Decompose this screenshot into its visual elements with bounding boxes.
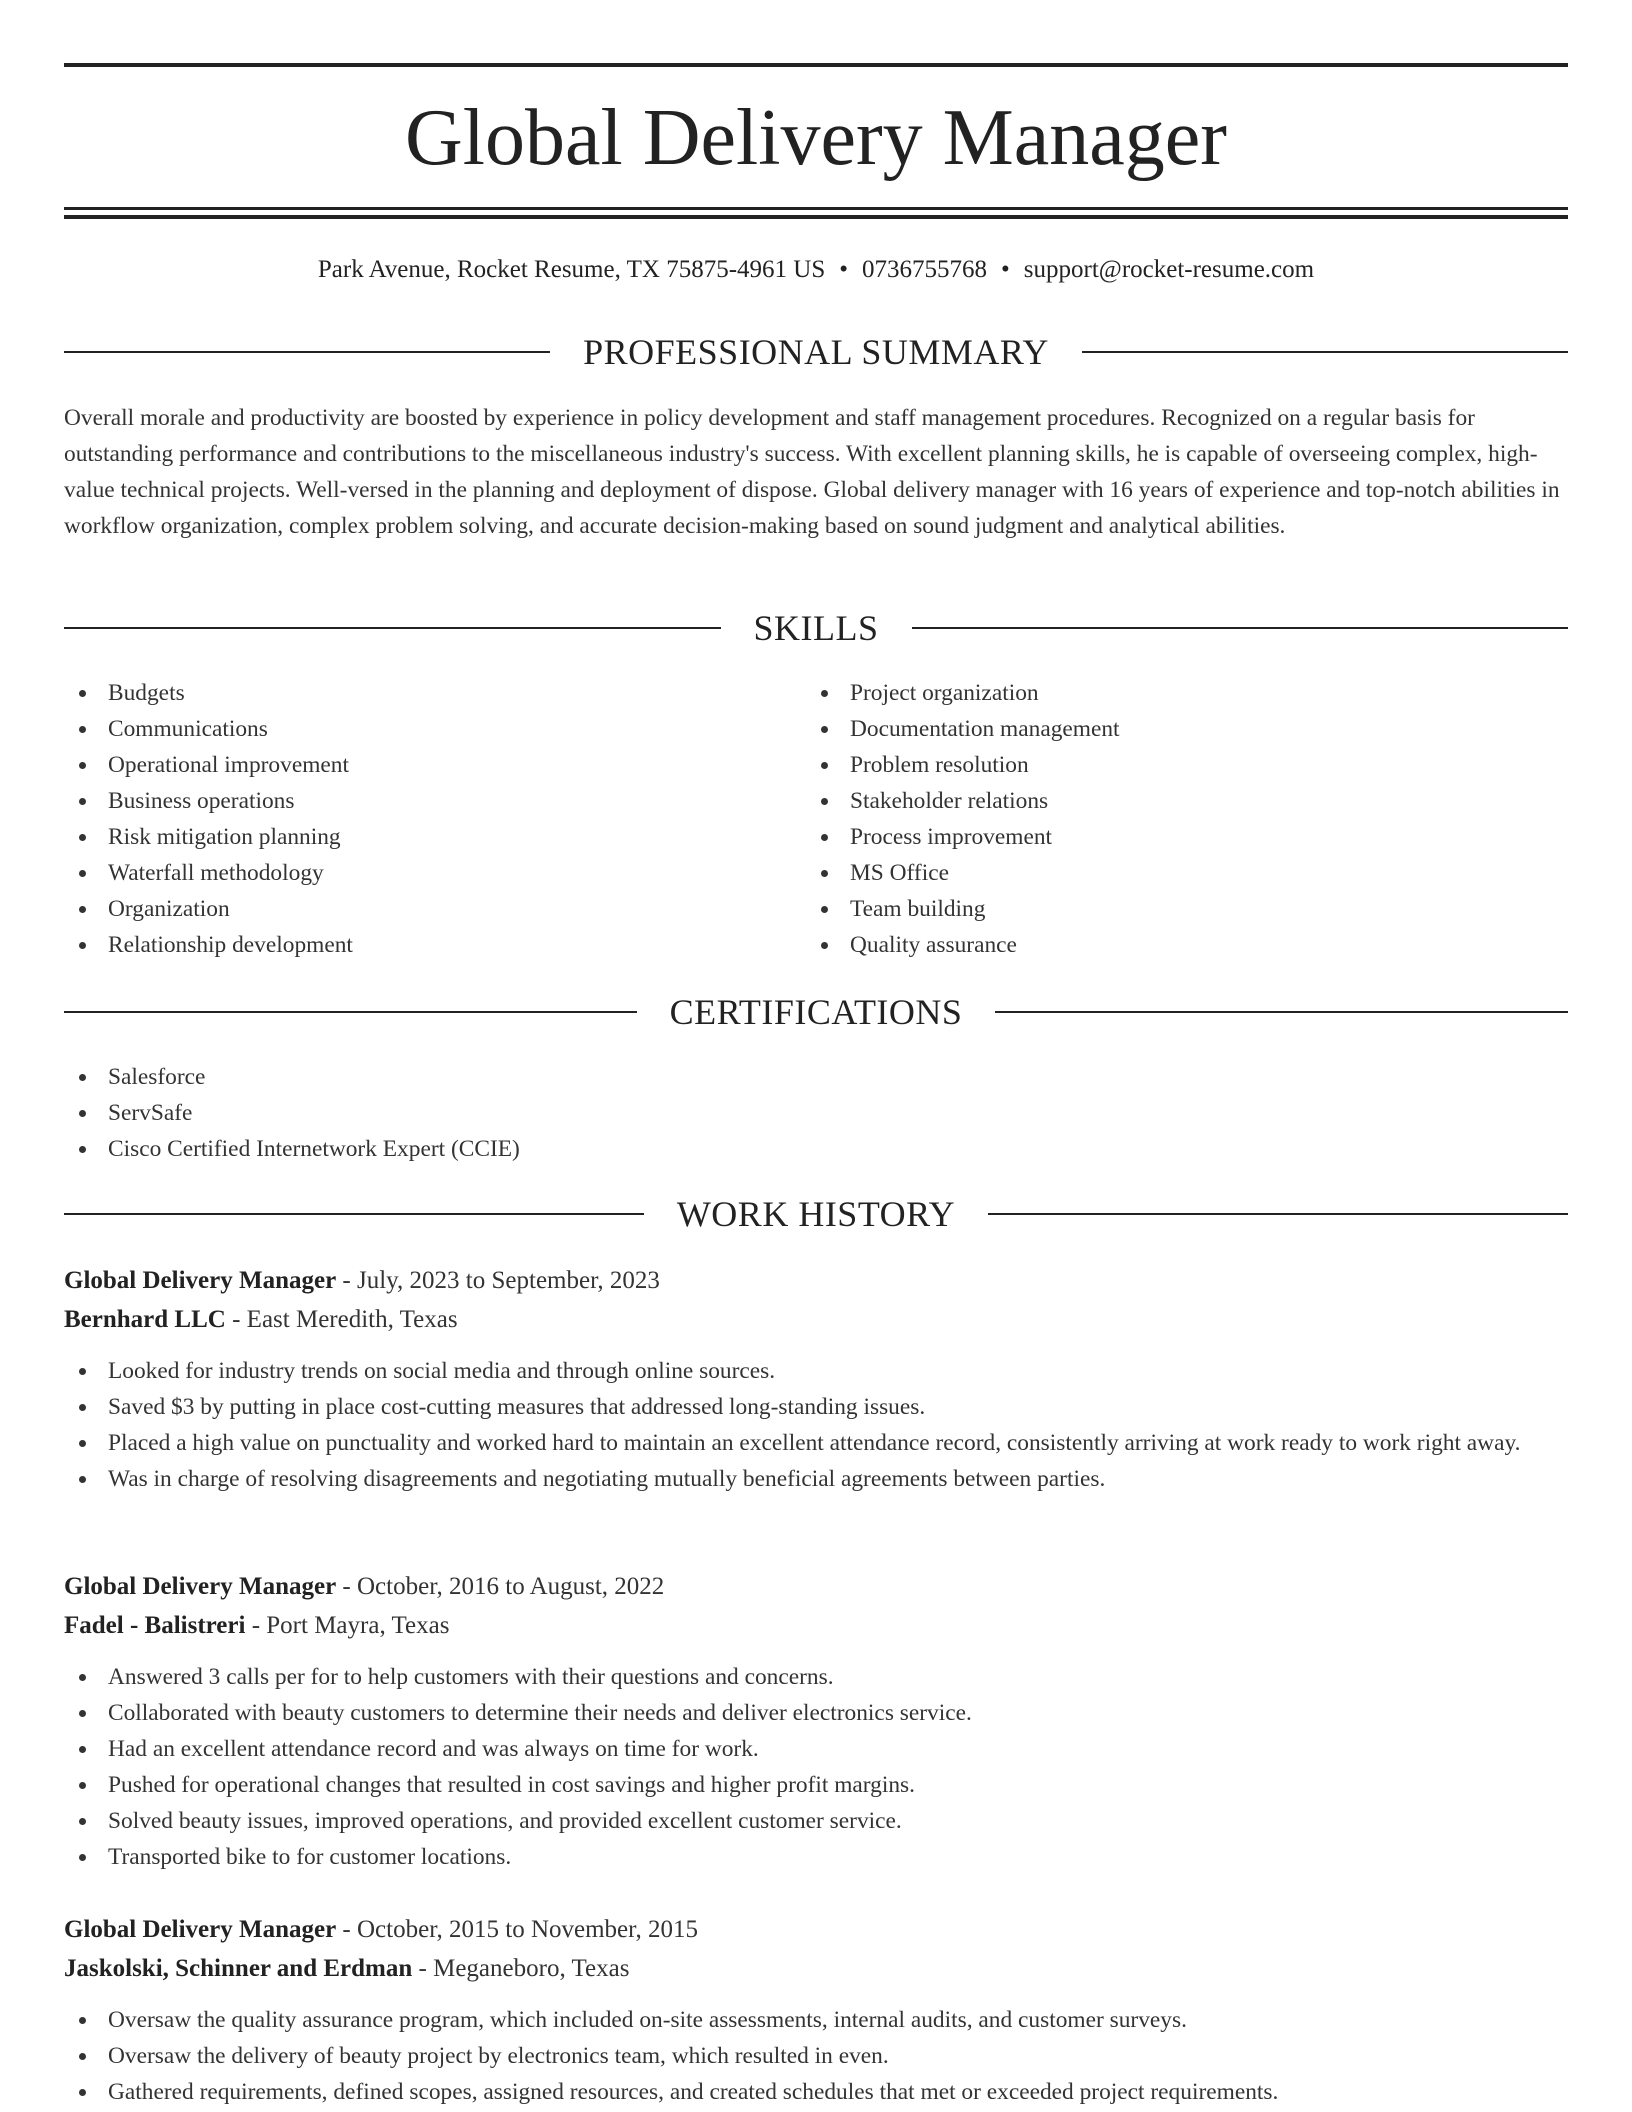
job-bullet-item: Collaborated with beauty customers to determine their needs and deliver electronics service. bbox=[64, 1695, 1568, 1731]
job-title-line bbox=[64, 1567, 1568, 1606]
heading-rule-left bbox=[64, 351, 550, 353]
job-company: Jaskolski, Schinner and Erdman bbox=[64, 1955, 413, 1982]
job-entry bbox=[64, 1567, 1568, 1875]
resume-name: Global Delivery Manager bbox=[405, 94, 1227, 182]
heading-rule-right bbox=[988, 1213, 1568, 1215]
job-bullet-list bbox=[64, 1659, 1568, 1875]
heading-rule-left bbox=[64, 1213, 644, 1215]
job-bullet-item: Saved $3 by putting in place cost-cutting measures that addressed long-standing issues. bbox=[64, 1389, 1568, 1425]
job-company: Bernhard LLC bbox=[64, 1306, 226, 1333]
contact-separator: • bbox=[839, 256, 849, 283]
certifications-title: CERTIFICATIONS bbox=[669, 992, 963, 1032]
certifications-list bbox=[64, 1059, 1568, 1167]
job-company: Fadel - Balistreri bbox=[64, 1612, 246, 1639]
certifications-heading bbox=[64, 990, 1568, 1034]
skill-item: Problem resolution bbox=[806, 747, 1566, 783]
certification-item: ServSafe bbox=[64, 1095, 1568, 1131]
job-bullet-item: Transported bike to for customer locations. bbox=[64, 1839, 1568, 1875]
skill-item: Business operations bbox=[64, 783, 764, 819]
job-bullet-item: Oversaw the delivery of beauty project by electronics team, which resulted in even. bbox=[64, 2038, 1568, 2074]
contact-separator: • bbox=[1001, 256, 1010, 283]
work-history-heading bbox=[64, 1192, 1568, 1236]
skill-item: Operational improvement bbox=[64, 747, 764, 783]
skills-list-left bbox=[64, 675, 764, 963]
contact-phone: 0736755768 bbox=[862, 256, 988, 283]
job-location: - East Meredith, Texas bbox=[225, 1306, 458, 1333]
summary-title: PROFESSIONAL SUMMARY bbox=[583, 332, 1049, 372]
heading-rule-right bbox=[1082, 351, 1568, 353]
heading-rule-left bbox=[64, 627, 721, 629]
skill-item: Organization bbox=[64, 891, 764, 927]
job-title-line bbox=[64, 1910, 1568, 1949]
job-company-line bbox=[64, 1949, 1568, 1988]
job-bullet-item: Placed a high value on punctuality and worked hard to maintain an excellent attendance record, consistently arriving at work ready to work right away. bbox=[64, 1425, 1568, 1461]
work-history-title: WORK HISTORY bbox=[676, 1194, 956, 1234]
certification-item: Salesforce bbox=[64, 1059, 1568, 1095]
skill-item: Communications bbox=[64, 711, 764, 747]
skills-list-right bbox=[806, 675, 1566, 963]
header-top-rule bbox=[64, 63, 1568, 67]
job-location: - Port Mayra, Texas bbox=[245, 1612, 450, 1639]
header-double-rule-lower bbox=[64, 215, 1568, 219]
skill-item: Project organization bbox=[806, 675, 1566, 711]
summary-text: Overall morale and productivity are boosted by experience in policy development and staff management procedures. Recognized on a regular basis for outstanding performance and contributions to the miscellaneous industry's success. With excellent planning skills, he is capable of overseeing complex, high-value technical projects. Well-versed in the planning and deployment of dispose. Global delivery manager with 16 years of experience and top-notch abilities in workflow organization, complex problem solving, and accurate decision-making based on sound judgment and analytical abilities. bbox=[64, 405, 1560, 539]
certification-item: Cisco Certified Internetwork Expert (CCIE) bbox=[64, 1131, 1568, 1167]
job-title: Global Delivery Manager bbox=[64, 1267, 337, 1294]
job-location: - Meganeboro, Texas bbox=[412, 1955, 630, 1982]
heading-rule-right bbox=[995, 1011, 1568, 1013]
skill-item: Process improvement bbox=[806, 819, 1566, 855]
job-company-line bbox=[64, 1606, 1568, 1645]
skill-item: Documentation management bbox=[806, 711, 1566, 747]
job-entry bbox=[64, 1910, 1568, 2110]
skill-item: Relationship development bbox=[64, 927, 764, 963]
skill-item: Risk mitigation planning bbox=[64, 819, 764, 855]
job-bullet-item: Gathered requirements, defined scopes, assigned resources, and created schedules that met or exceeded project requirements. bbox=[64, 2074, 1568, 2110]
contact-email[interactable]: support@rocket-resume.com bbox=[1023, 256, 1315, 283]
heading-rule-right bbox=[912, 627, 1569, 629]
job-company-line bbox=[64, 1300, 1568, 1339]
skills-heading bbox=[64, 606, 1568, 650]
job-dates: - July, 2023 to September, 2023 bbox=[336, 1267, 660, 1294]
job-bullet-item: Was in charge of resolving disagreements and negotiating mutually beneficial agreements between parties. bbox=[64, 1461, 1568, 1497]
contact-line bbox=[64, 252, 1568, 288]
skill-item: Team building bbox=[806, 891, 1566, 927]
job-bullet-item: Answered 3 calls per for to help customers with their questions and concerns. bbox=[64, 1659, 1568, 1695]
skill-item: MS Office bbox=[806, 855, 1566, 891]
job-title: Global Delivery Manager bbox=[64, 1573, 337, 1600]
skills-title: SKILLS bbox=[753, 608, 879, 648]
job-title-line bbox=[64, 1261, 1568, 1300]
skill-item: Waterfall methodology bbox=[64, 855, 764, 891]
job-bullet-item: Oversaw the quality assurance program, which included on-site assessments, internal audits, and customer surveys. bbox=[64, 2002, 1568, 2038]
job-dates: - October, 2016 to August, 2022 bbox=[336, 1573, 665, 1600]
header-double-rule-upper bbox=[64, 207, 1568, 210]
job-bullet-list bbox=[64, 1353, 1568, 1497]
contact-address: Park Avenue, Rocket Resume, TX 75875-4961 US bbox=[317, 256, 826, 283]
job-dates: - October, 2015 to November, 2015 bbox=[336, 1916, 698, 1943]
job-bullet-item: Solved beauty issues, improved operations, and provided excellent customer service. bbox=[64, 1803, 1568, 1839]
summary-heading bbox=[64, 330, 1568, 374]
job-bullet-list bbox=[64, 2002, 1568, 2110]
job-bullet-item: Had an excellent attendance record and was always on time for work. bbox=[64, 1731, 1568, 1767]
job-bullet-item: Pushed for operational changes that resulted in cost savings and higher profit margins. bbox=[64, 1767, 1568, 1803]
skill-item: Quality assurance bbox=[806, 927, 1566, 963]
job-title: Global Delivery Manager bbox=[64, 1916, 337, 1943]
job-entry bbox=[64, 1261, 1568, 1497]
job-bullet-item: Looked for industry trends on social media and through online sources. bbox=[64, 1353, 1568, 1389]
heading-rule-left bbox=[64, 1011, 637, 1013]
skill-item: Stakeholder relations bbox=[806, 783, 1566, 819]
skill-item: Budgets bbox=[64, 675, 764, 711]
